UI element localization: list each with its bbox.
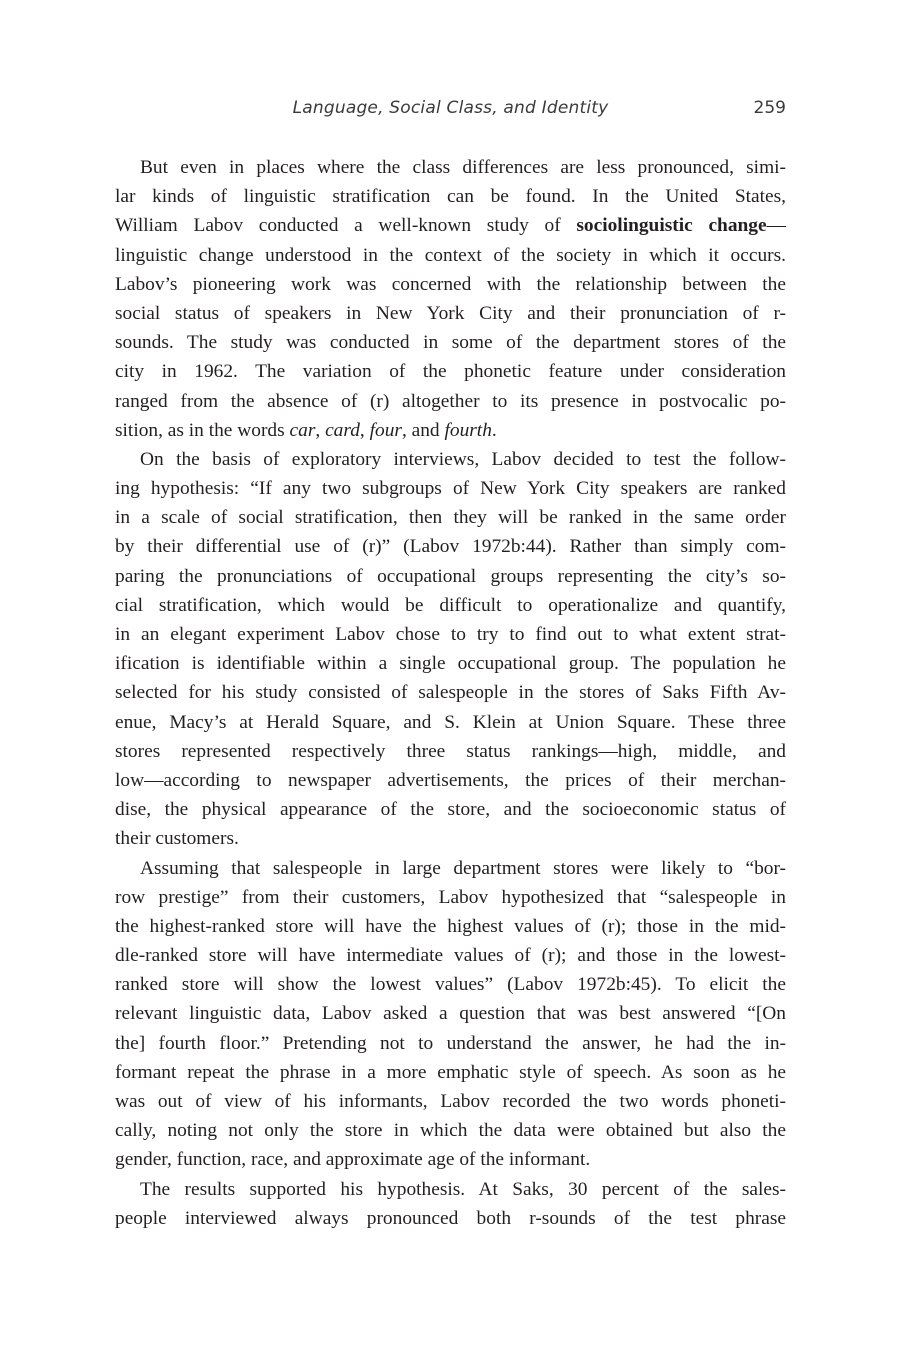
text-line — [115, 357, 786, 386]
text-line — [115, 270, 786, 299]
text-line — [115, 299, 786, 328]
text-line — [115, 153, 786, 182]
text-line — [115, 562, 786, 591]
italic-word: car — [289, 419, 316, 441]
text-run: But even in places where the class differences are less pronounced, simi- — [140, 157, 786, 178]
text-run: social status of speakers in New York City and their pronunciation of r- — [115, 302, 786, 324]
text-run: relevant linguistic data, Labov asked a question that was best answered “[On — [115, 1003, 786, 1025]
text-line — [115, 1145, 786, 1174]
text-run: paring the pronunciations of occupational groups representing the city’s so- — [115, 565, 786, 587]
text-line — [115, 182, 786, 211]
text-run: their customers. — [115, 828, 239, 850]
text-run: Labov’s pioneering work was concerned with the relationship between the — [115, 273, 786, 295]
text-run: in a scale of social stratification, then they will be ranked in the same order — [115, 507, 786, 529]
text-run: dise, the physical appearance of the store, and the socioeconomic status of — [115, 799, 786, 821]
text-run: by their differential use of (r)” (Labov 1972b:44). Rather than simply com- — [115, 536, 786, 558]
text-line — [115, 1058, 786, 1087]
body-text — [115, 153, 786, 1233]
running-title: Language, Social Class, and Identity — [292, 98, 609, 118]
text-run: formant repeat the phrase in a more emphatic style of speech. As soon as he — [115, 1061, 786, 1083]
text-run: , and — [401, 419, 445, 441]
text-run: dle-ranked store will have intermediate values of (r); and those in the lowest- — [115, 945, 786, 967]
text-run: the highest-ranked store will have the highest values of (r); those in the mid- — [115, 915, 786, 937]
text-line — [115, 1087, 786, 1116]
text-line — [115, 824, 786, 853]
text-run: sition, as in the words — [115, 419, 290, 441]
text-line — [115, 999, 786, 1028]
text-line — [115, 912, 786, 941]
text-line — [115, 737, 786, 766]
bold-term: sociolinguistic change — [576, 215, 767, 237]
text-line — [115, 795, 786, 824]
text-run: — — [766, 215, 786, 237]
text-line — [115, 1175, 786, 1204]
running-head — [115, 98, 786, 126]
text-line — [115, 503, 786, 532]
text-run: linguistic change understood in the context of the society in which it occurs. — [115, 244, 786, 266]
text-run: the] fourth floor.” Pretending not to understand the answer, he had the in- — [115, 1032, 786, 1054]
text-run: gender, function, race, and approximate age of the informant. — [115, 1149, 591, 1171]
page-number: 259 — [753, 98, 786, 118]
text-run: low—according to newspaper advertisements, the prices of their merchan- — [115, 769, 786, 791]
text-run: , — [315, 419, 326, 441]
text-run: row prestige” from their customers, Labov hypothesized that “salespeople in — [115, 886, 786, 908]
text-run: cally, noting not only the store in which the data were obtained but also the — [115, 1120, 786, 1142]
text-line — [115, 941, 786, 970]
text-run: in an elegant experiment Labov chose to try to find out to what extent strat- — [115, 624, 786, 645]
text-line — [115, 620, 786, 649]
text-run: stores represented respectively three status rankings—high, middle, and — [115, 740, 786, 762]
text-line — [115, 1116, 786, 1145]
text-line — [115, 1029, 786, 1058]
text-line — [115, 532, 786, 561]
text-run: On the basis of exploratory interviews, Labov decided to test the follow- — [140, 448, 786, 470]
text-run: lar kinds of linguistic stratification can be found. In the United States, — [115, 186, 786, 208]
text-line — [115, 328, 786, 357]
text-line — [115, 766, 786, 795]
text-line — [115, 970, 786, 999]
text-run: selected for his study consisted of salespeople in the stores of Saks Fifth Av- — [115, 682, 786, 704]
text-line — [115, 241, 786, 270]
text-run: city in 1962. The variation of the phonetic feature under consideration — [115, 361, 786, 383]
text-line — [115, 678, 786, 707]
text-line — [115, 708, 786, 737]
text-run: , — [359, 419, 370, 441]
text-run: . — [491, 419, 497, 441]
text-run: ranked store will show the lowest values” (Labov 1972b:45). To elicit the — [115, 974, 786, 996]
text-line — [115, 474, 786, 503]
text-run: The results supported his hypothesis. At Saks, 30 percent of the sales- — [140, 1178, 786, 1200]
text-run: people interviewed always pronounced both r-sounds of the test phrase — [115, 1207, 786, 1229]
text-line — [115, 883, 786, 912]
text-run: cial stratification, which would be difficult to operationalize and quantify, — [115, 594, 786, 616]
text-line — [115, 854, 786, 883]
text-run: sounds. The study was conducted in some of the department stores of the — [115, 332, 786, 354]
text-line — [115, 416, 786, 445]
italic-word: card — [325, 419, 360, 441]
text-run: William Labov conducted a well-known study of — [115, 215, 577, 237]
text-run: enue, Macy’s at Herald Square, and S. Klein at Union Square. These three — [115, 711, 786, 733]
italic-word: fourth — [444, 419, 492, 441]
text-line — [115, 387, 786, 416]
text-line — [115, 1204, 786, 1233]
text-run: ing hypothesis: “If any two subgroups of New York City speakers are ranked — [115, 478, 786, 500]
text-line — [115, 211, 786, 240]
text-run: ification is identifiable within a single occupational group. The population he — [115, 653, 786, 675]
italic-word: four — [369, 419, 402, 441]
text-line — [115, 445, 786, 474]
text-run: ranged from the absence of (r) altogether to its presence in postvocalic po- — [115, 390, 786, 412]
text-line — [115, 649, 786, 678]
text-run: Assuming that salespeople in large department stores were likely to “bor- — [140, 857, 786, 879]
text-run: was out of view of his informants, Labov recorded the two words phoneti- — [115, 1091, 786, 1112]
text-line — [115, 591, 786, 620]
